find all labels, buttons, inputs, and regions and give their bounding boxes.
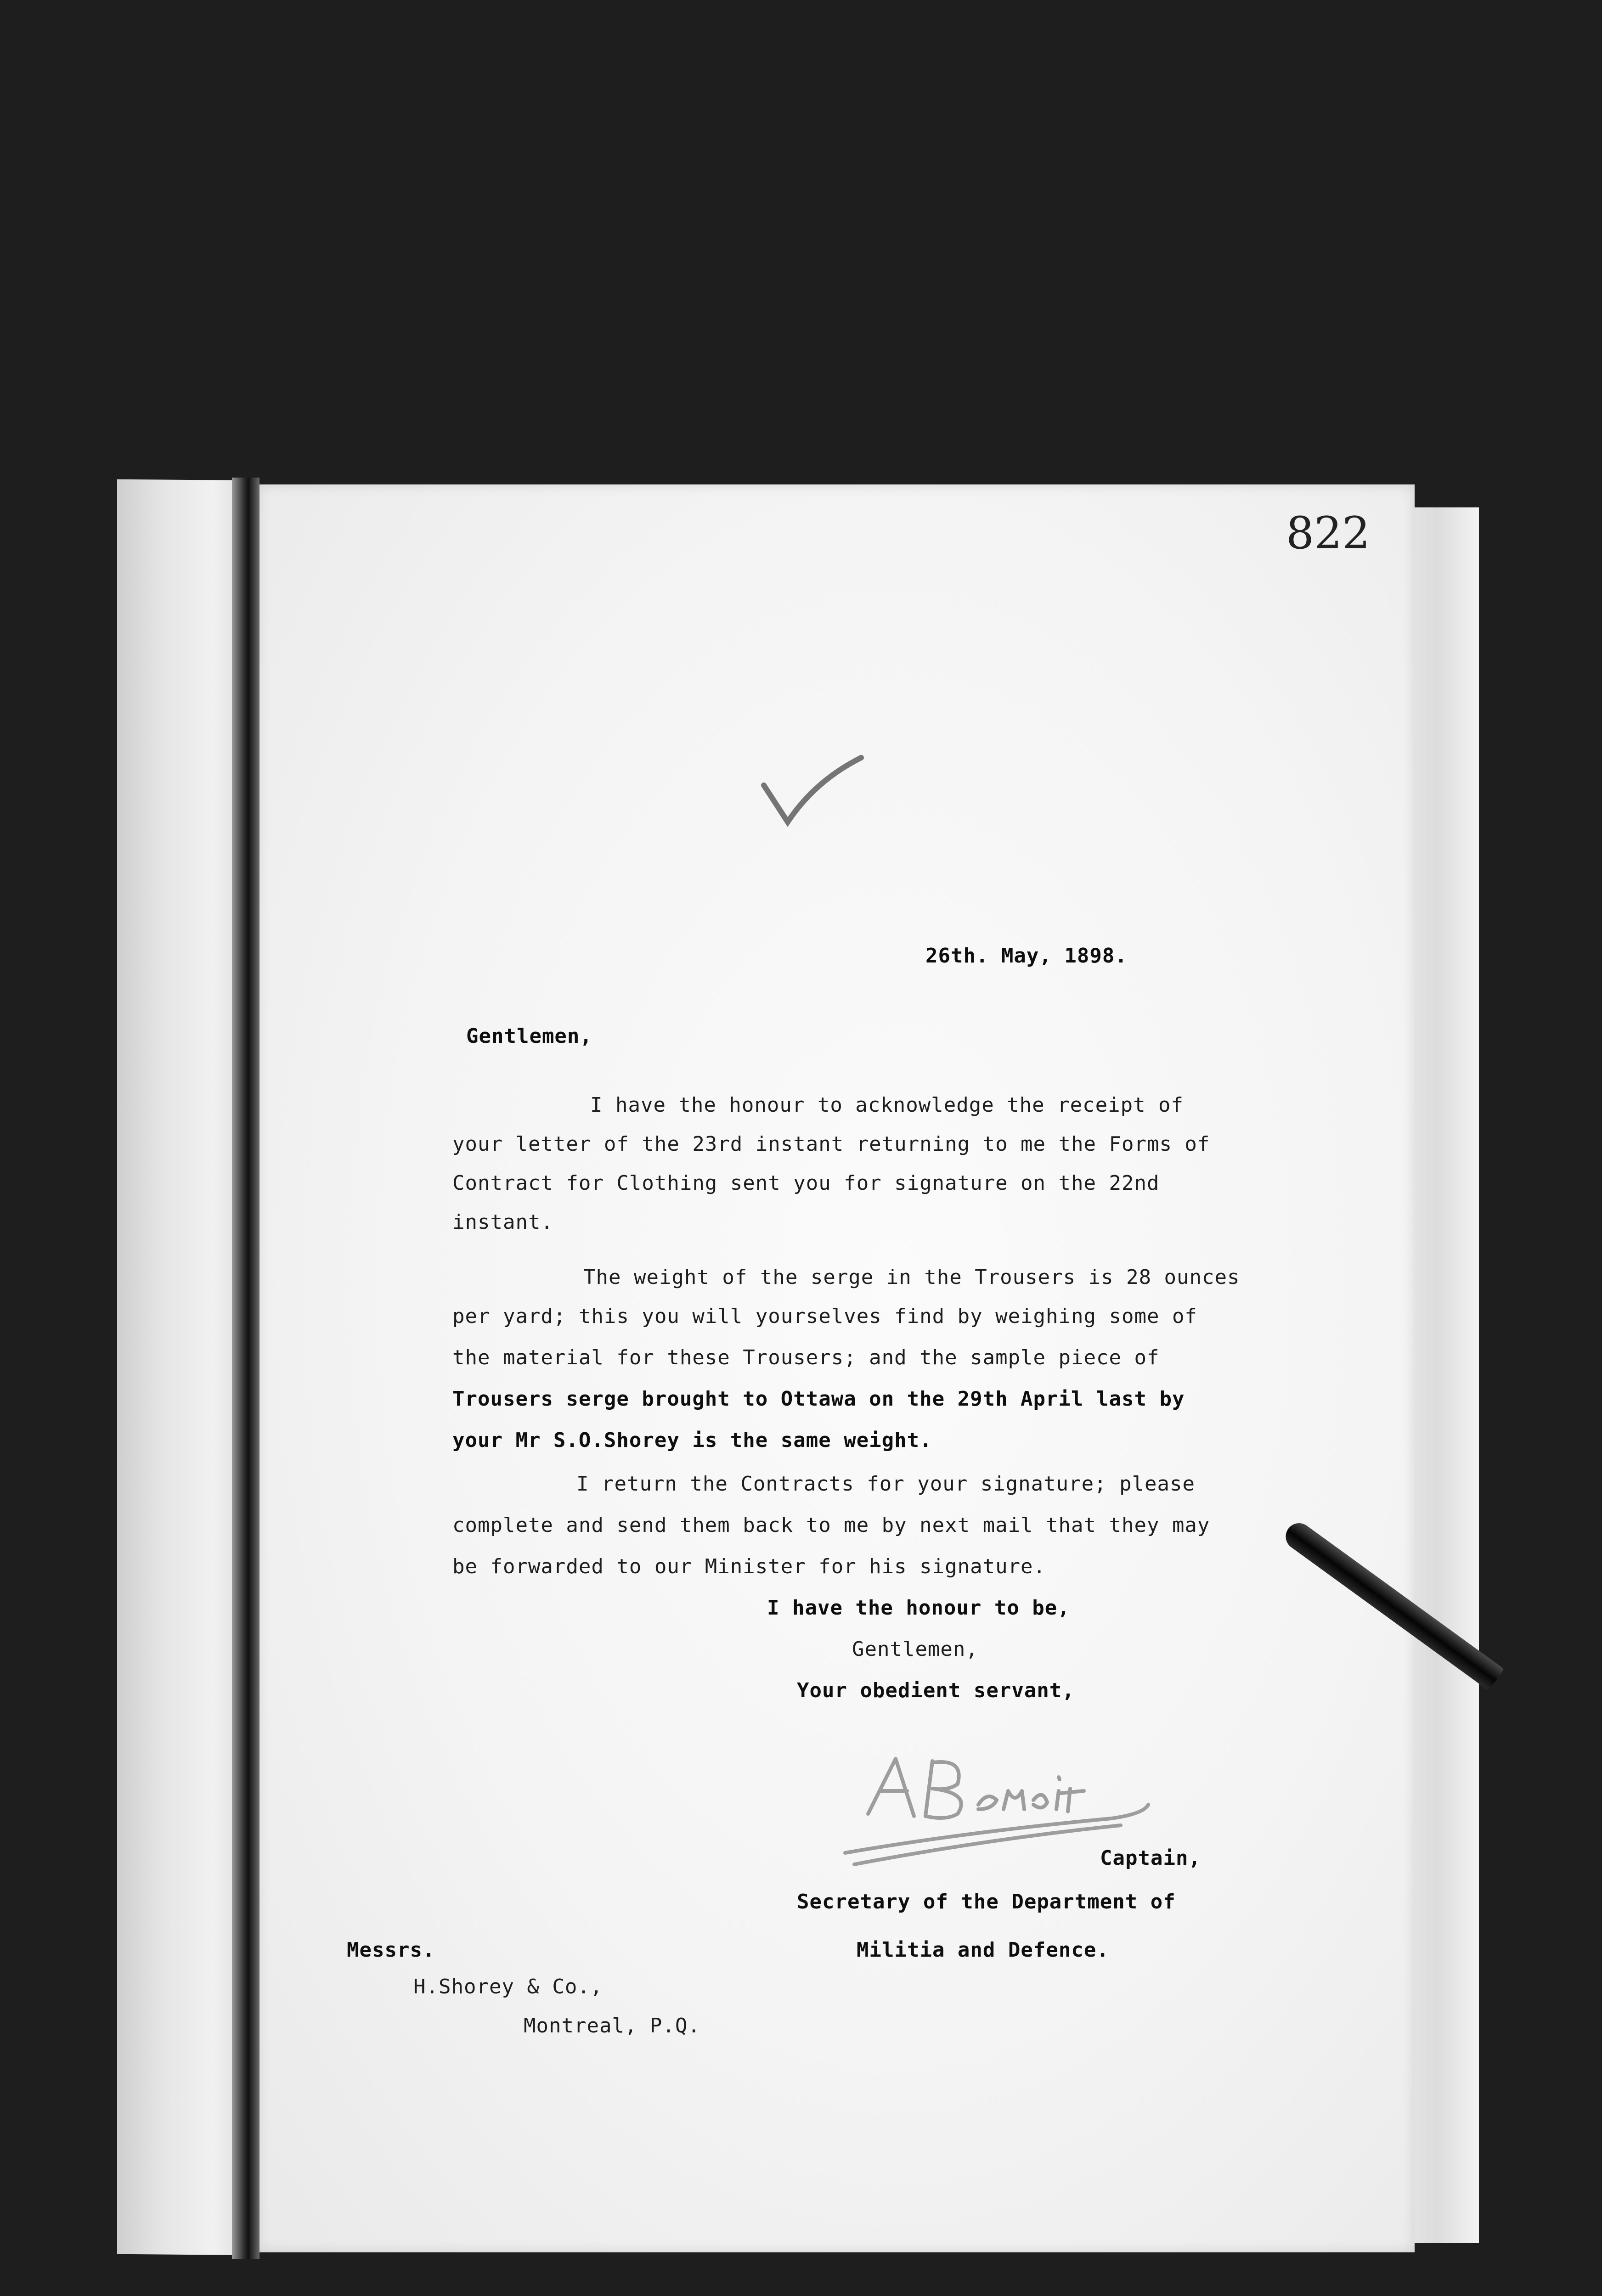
body-line: complete and send them back to me by next mail that they may: [452, 1514, 1210, 1537]
letter-date: 26th. May, 1898.: [925, 944, 1128, 968]
body-line: The weight of the serge in the Trousers is 28 ounces: [583, 1266, 1240, 1289]
closing-line: Your obedient servant,: [797, 1679, 1075, 1702]
body-line: your Mr S.O.Shorey is the same weight.: [452, 1429, 932, 1452]
body-line: Contract for Clothing sent you for signature on the 22nd: [452, 1171, 1160, 1195]
check-mark-icon: [760, 753, 866, 831]
closing-line: I have the honour to be,: [767, 1596, 1070, 1620]
body-line: I have the honour to acknowledge the receipt of: [590, 1093, 1184, 1117]
body-line: instant.: [452, 1210, 553, 1234]
letter-salutation: Gentlemen,: [466, 1024, 592, 1048]
addressee-line: H.Shorey & Co.,: [413, 1975, 603, 1998]
body-line: Trousers serge brought to Ottawa on the 29th April last by: [452, 1387, 1185, 1411]
closing-line: Gentlemen,: [852, 1638, 978, 1661]
addressee-line: Montreal, P.Q.: [524, 2014, 700, 2037]
body-line: be forwarded to our Minister for his signature.: [452, 1555, 1046, 1578]
title-line: Captain,: [1100, 1846, 1201, 1870]
title-line: Militia and Defence.: [857, 1938, 1109, 1962]
title-line: Secretary of the Department of: [797, 1890, 1176, 1913]
book-gutter: [232, 478, 259, 2259]
body-line: your letter of the 23rd instant returning to me the Forms of: [452, 1132, 1210, 1156]
body-line: the material for these Trousers; and the sample piece of: [452, 1346, 1160, 1369]
body-line: per yard; this you will yourselves find by weighing some of: [452, 1305, 1197, 1328]
addressee-line: Messrs.: [347, 1938, 435, 1962]
folio-number: 822: [1286, 507, 1371, 559]
body-line: I return the Contracts for your signature; please: [576, 1472, 1196, 1496]
